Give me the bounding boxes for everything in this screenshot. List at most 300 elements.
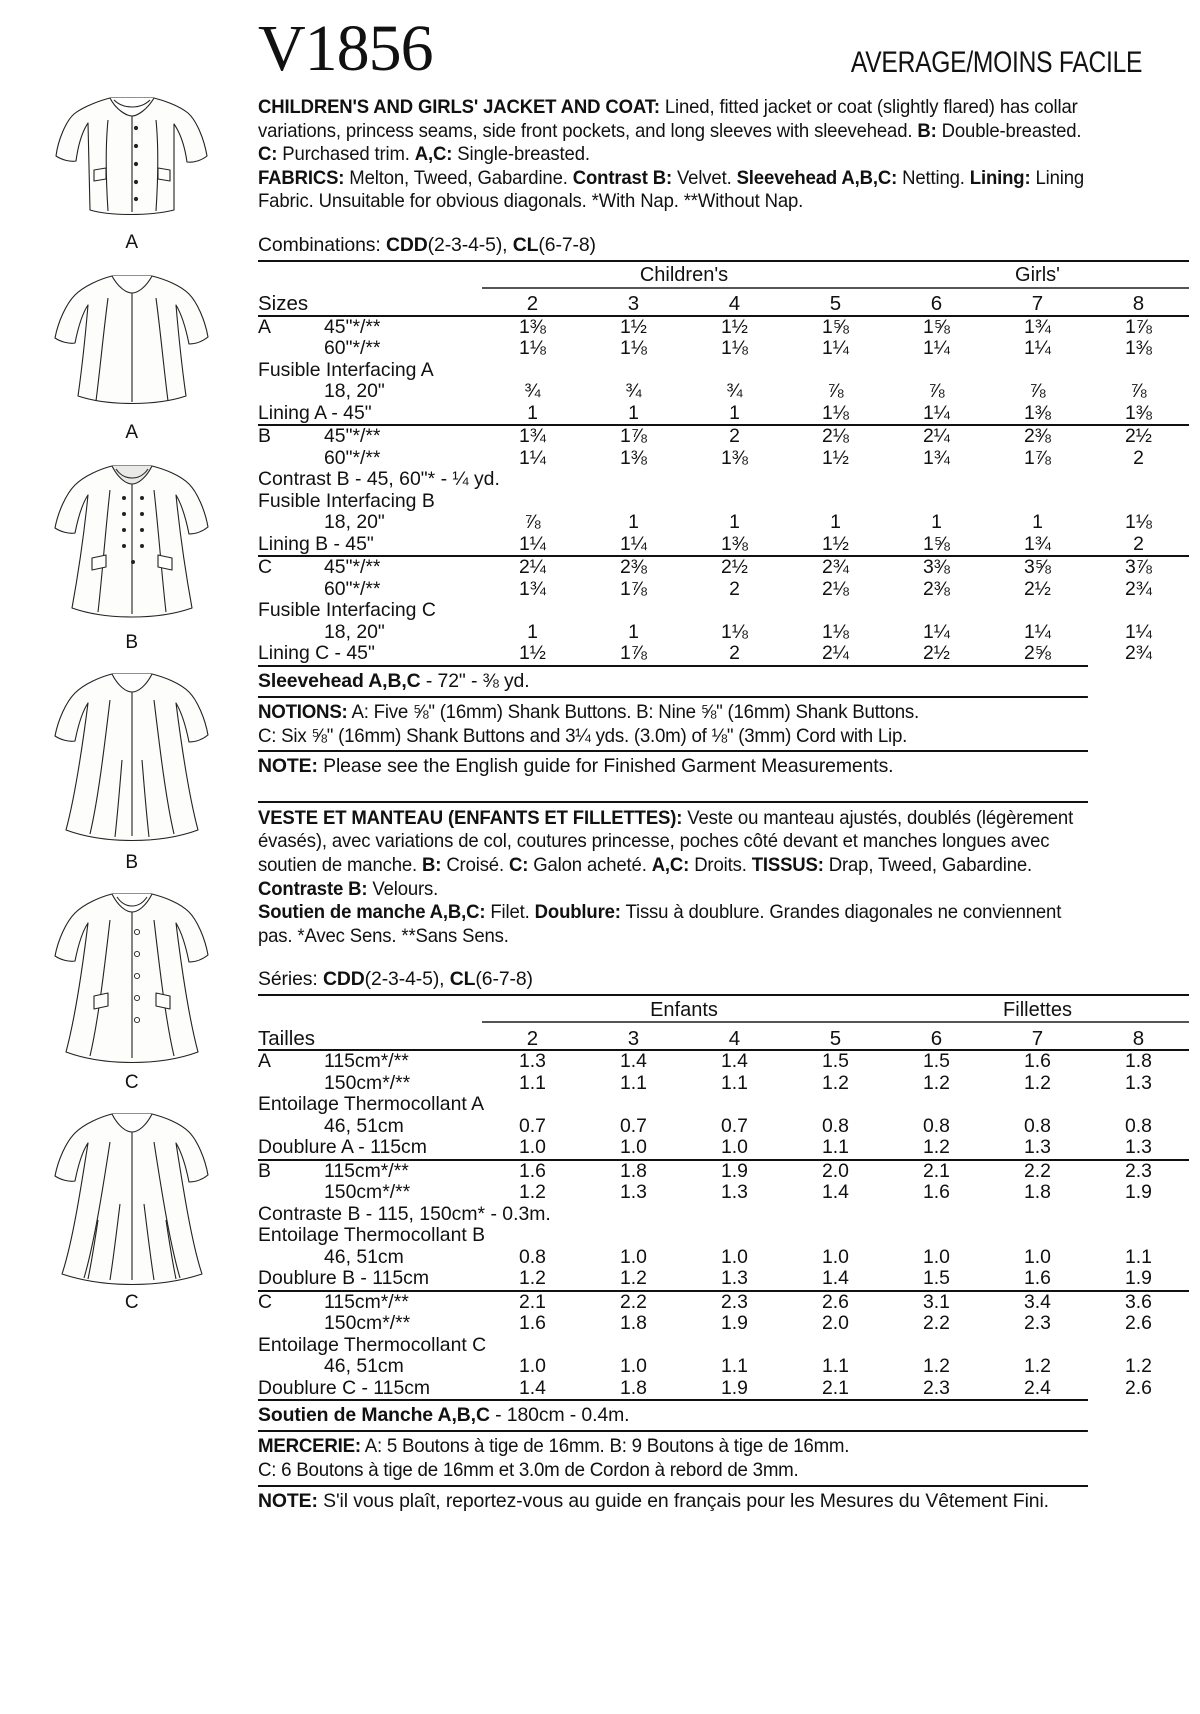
table-row: [258, 1182, 1189, 1204]
table-row: [258, 643, 1189, 665]
coat-flared-trim-line-drawing-icon: [32, 1100, 232, 1290]
cell: 1.2: [923, 1136, 950, 1159]
cell: 1⅜: [1024, 401, 1051, 424]
size-header-3: 3: [627, 292, 640, 316]
cell: 1.4: [721, 1050, 748, 1073]
table-subhead-row: [258, 1204, 1189, 1226]
group-header-enfants: Enfants: [482, 996, 886, 1022]
illustration-view-a-flared: [18, 260, 246, 444]
english-notions-line2: C: Six ⅝" (16mm) Shank Buttons and 3¼ yds. (3.0m) of ⅛" (3mm) Cord with Lip.: [258, 724, 908, 747]
coat-single-breasted-trim-line-drawing-icon: [32, 880, 232, 1070]
cell: 2½: [1125, 425, 1152, 448]
french-combinations-label: Séries:: [258, 968, 323, 991]
jacket-back-line-drawing-icon: [32, 260, 232, 420]
cell: 2: [1133, 446, 1144, 469]
group-header-fillettes: Fillettes: [886, 996, 1189, 1022]
yardage-table-imperial: [258, 260, 1189, 665]
english-sleevehead-band-label: Sleevehead A,B,C: [258, 669, 421, 692]
cell: 1¼: [1024, 337, 1051, 360]
table-group-header-row: [258, 262, 1189, 288]
table-group-header-row: [258, 996, 1189, 1022]
cell: 1.2: [620, 1267, 647, 1290]
french-view-b-text: Croisé.: [441, 853, 509, 876]
cell: 2.1: [923, 1159, 950, 1182]
cell: 1⅝: [923, 532, 950, 555]
illustration-label: C: [124, 1292, 140, 1313]
table-subhead-row: [258, 1094, 1189, 1116]
jacket-line-drawing-icon: [32, 80, 232, 230]
french-view-c-text: Galon acheté.: [528, 853, 652, 876]
subhead-fusible-interfacing-a: Fusible Interfacing A: [258, 358, 434, 381]
table-row: [258, 512, 1189, 534]
view-letter-c: C: [258, 556, 273, 579]
table-row: [258, 1268, 1189, 1291]
cell: 1⅛: [519, 337, 546, 360]
cell: 2: [729, 642, 740, 665]
cell: 1⅛: [1125, 511, 1152, 534]
table-row: [258, 1356, 1189, 1378]
illustration-label: B: [125, 852, 139, 873]
cell: 1⅜: [721, 532, 748, 555]
table-row: [258, 1378, 1189, 1400]
french-description-title: VESTE ET MANTEAU (ENFANTS ET FILLETTES):: [258, 806, 683, 829]
table-row: [258, 534, 1189, 557]
cell: 1.5: [822, 1050, 849, 1073]
french-sleevehead-text: Filet.: [485, 901, 535, 924]
view-letter-c: C: [258, 1290, 273, 1313]
cell: 1⅛: [721, 337, 748, 360]
size-header-4: 4: [728, 292, 741, 316]
cell: 0.8: [1125, 1114, 1152, 1137]
subhead-contraste-b: Contraste B - 115, 150cm* - 0.3m.: [258, 1202, 551, 1225]
english-description: [258, 96, 1088, 214]
cell: 2⅜: [923, 577, 950, 600]
french-sleevehead-band-value: - 180cm - 0.4m.: [489, 1404, 630, 1427]
illustration-view-b-coat: [18, 450, 246, 654]
french-description: [258, 807, 1088, 949]
row-label-doublure-b: Doublure B - 115cm: [258, 1267, 430, 1290]
cell: 2.6: [1125, 1312, 1152, 1335]
cell: 2½: [721, 556, 748, 579]
cell: 1.9: [721, 1312, 748, 1335]
illustration-column: [18, 80, 246, 1320]
english-notions-line1: A: Five ⅝" (16mm) Shank Buttons. B: Nine ⅝" (16mm) Shank Buttons.: [347, 700, 919, 723]
tailles-label: Tailles: [258, 1026, 315, 1050]
english-lining-text: Lining Fabric. Unsuitable for obvious diagonals. *With Nap. **Without Nap.: [258, 166, 1085, 213]
illustration-view-a-jacket: [18, 80, 246, 254]
english-note-text: Please see the English guide for Finished Garment Measurements.: [317, 755, 894, 778]
cell: 1.3: [620, 1181, 647, 1204]
row-label: 115cm*/**: [324, 1050, 409, 1073]
cell: 1⅜: [721, 446, 748, 469]
row-label: 46, 51cm: [324, 1355, 404, 1378]
cell: 2: [729, 425, 740, 448]
cell: 1.0: [620, 1136, 647, 1159]
cell: 1½: [721, 315, 748, 338]
french-view-c-label: C:: [508, 853, 529, 876]
english-view-ac-label: A,C:: [414, 143, 453, 166]
french-view-b-label: B:: [422, 853, 442, 876]
cell: 1.0: [519, 1355, 546, 1378]
row-label: 45"*/**: [324, 556, 381, 579]
table-row: [258, 1137, 1189, 1160]
cell: 1⅞: [1024, 446, 1051, 469]
table-subhead-row: [258, 1225, 1189, 1247]
cell: ¾: [726, 380, 743, 403]
cell: 2¼: [923, 425, 950, 448]
cell: 1¼: [620, 532, 647, 555]
subhead-entoilage-a: Entoilage Thermocollant A: [258, 1093, 485, 1116]
cell: 1.9: [1125, 1267, 1152, 1290]
row-label: 60"*/**: [324, 446, 381, 469]
view-letter-a: A: [258, 315, 271, 338]
cell: 1.2: [923, 1071, 950, 1094]
row-label: 46, 51cm: [324, 1114, 404, 1137]
cell: 1⅛: [721, 620, 748, 643]
row-label: 18, 20": [324, 620, 385, 643]
cell: 2¾: [822, 556, 849, 579]
cell: 2.0: [822, 1312, 849, 1335]
french-note-text: S'il vous plaît, reportez-vous au guide en français pour les Mesures du Vêtement Fini.: [317, 1489, 1049, 1512]
cell: 1⅞: [620, 577, 647, 600]
cell: 1.3: [721, 1267, 748, 1290]
french-view-ac-text: Droits.: [689, 853, 752, 876]
cell: 1¼: [519, 532, 546, 555]
english-combo-2-sizes: (6-7-8): [538, 233, 596, 256]
french-lining-text: Tissu à doublure. Grandes diagonales ne conviennent pas. *Avec Sens. **Sans Sens.: [258, 901, 1062, 947]
english-notions-label: NOTIONS:: [258, 700, 348, 723]
illustration-view-b-flared: [18, 660, 246, 874]
row-label: 115cm*/**: [324, 1159, 409, 1182]
cell: 2.6: [822, 1290, 849, 1313]
cell: 2.2: [1024, 1159, 1051, 1182]
english-fabrics-label: FABRICS:: [258, 166, 345, 189]
row-label: 60"*/**: [324, 577, 381, 600]
french-fabrics-label: TISSUS:: [751, 853, 824, 876]
table-row: [258, 317, 1189, 339]
cell: 1½: [822, 532, 849, 555]
subhead-fusible-interfacing-c: Fusible Interfacing C: [258, 599, 436, 622]
row-label-lining-c: Lining C - 45": [258, 642, 375, 665]
cell: 1.6: [1024, 1050, 1051, 1073]
cell: 2.1: [519, 1290, 546, 1313]
english-combinations: [258, 234, 1088, 257]
cell: ⅞: [1029, 380, 1046, 403]
french-combo-2-sizes: (6-7-8): [475, 968, 533, 991]
size-header-5: 5: [829, 292, 842, 316]
illustration-view-c-coat: [18, 880, 246, 1094]
subhead-entoilage-c: Entoilage Thermocollant C: [258, 1333, 487, 1356]
table-row: [258, 1292, 1189, 1314]
cell: 1.4: [822, 1267, 849, 1290]
cell: 2⅝: [1024, 642, 1051, 665]
english-contrast-label: Contrast B:: [572, 166, 672, 189]
yardage-table-metric: [258, 994, 1189, 1399]
table-subhead-row: [258, 600, 1189, 622]
coat-flared-line-drawing-icon: [32, 660, 232, 850]
cell: 2.3: [923, 1376, 950, 1399]
cell: 1.3: [1125, 1071, 1152, 1094]
cell: 1: [729, 511, 740, 534]
cell: 1½: [822, 446, 849, 469]
french-combo-2-code: CL: [449, 968, 476, 991]
cell: 1: [628, 511, 639, 534]
cell: 1⅜: [1125, 401, 1152, 424]
english-sleevehead-band-value: - 72" - ⅜ yd.: [420, 669, 530, 692]
cell: 1: [931, 511, 942, 534]
cell: 1: [830, 511, 841, 534]
cell: 1.8: [1125, 1050, 1152, 1073]
cell: 2¾: [1125, 642, 1152, 665]
cell: 1.1: [620, 1071, 647, 1094]
cell: 1.2: [923, 1355, 950, 1378]
cell: 1.2: [1024, 1355, 1051, 1378]
cell: 3.6: [1125, 1290, 1152, 1313]
english-combo-2-code: CL: [512, 233, 539, 256]
cell: 2: [1133, 532, 1144, 555]
english-view-c-text: Purchased trim.: [277, 143, 415, 166]
cell: ⅞: [1130, 380, 1147, 403]
cell: 1.2: [1024, 1071, 1051, 1094]
cell: 1.1: [1125, 1245, 1152, 1268]
cell: 1.0: [620, 1355, 647, 1378]
french-lining-label: Doublure:: [534, 901, 621, 924]
subhead-contrast-b: Contrast B - 45, 60"* - ¼ yd.: [258, 468, 500, 491]
english-lining-label: Lining:: [969, 166, 1031, 189]
french-note-label: NOTE:: [258, 1489, 318, 1512]
cell: 1.8: [620, 1312, 647, 1335]
cell: 3⅝: [1024, 556, 1051, 579]
english-combo-1-code: CDD: [385, 233, 428, 256]
english-combinations-label: Combinations:: [258, 233, 386, 256]
cell: 1.2: [519, 1181, 546, 1204]
cell: 0.8: [519, 1245, 546, 1268]
cell: 1.4: [620, 1050, 647, 1073]
cell: 1: [527, 401, 538, 424]
cell: 2: [729, 577, 740, 600]
cell: 1.1: [721, 1071, 748, 1094]
cell: 2¼: [822, 642, 849, 665]
cell: 1.4: [822, 1181, 849, 1204]
cell: 0.7: [519, 1114, 546, 1137]
cell: 1⅝: [822, 315, 849, 338]
cell: 1⅜: [1125, 337, 1152, 360]
cell: 2.2: [620, 1290, 647, 1313]
cell: ⅞: [928, 380, 945, 403]
table-row: [258, 557, 1189, 579]
cell: 1.2: [1125, 1355, 1152, 1378]
cell: ¾: [625, 380, 642, 403]
cell: 1¾: [1024, 315, 1051, 338]
size-header-2: 2: [526, 292, 539, 316]
english-view-c-label: C:: [258, 143, 278, 166]
size-header-8: 8: [1132, 1026, 1145, 1050]
size-header-4: 4: [728, 1026, 741, 1050]
cell: 3.1: [923, 1290, 950, 1313]
cell: 1: [729, 401, 740, 424]
french-combinations: [258, 968, 1088, 991]
table-row: [258, 426, 1189, 448]
size-header-8: 8: [1132, 292, 1145, 316]
size-header-3: 3: [627, 1026, 640, 1050]
cell: 0.8: [822, 1114, 849, 1137]
cell: 2.3: [1024, 1312, 1051, 1335]
main-content: [258, 96, 1152, 1513]
cell: 1⅞: [620, 425, 647, 448]
table-subhead-row: [258, 360, 1189, 382]
cell: 2¼: [519, 556, 546, 579]
illustration-label: A: [125, 422, 139, 443]
cell: 1¼: [923, 401, 950, 424]
cell: 0.8: [1024, 1114, 1051, 1137]
group-header-girls: Girls': [886, 262, 1189, 288]
size-header-7: 7: [1031, 1026, 1044, 1050]
french-combo-1-sizes: (2-3-4-5),: [364, 968, 450, 991]
cell: 1.8: [1024, 1181, 1051, 1204]
cell: 2⅜: [1024, 425, 1051, 448]
table-row: [258, 403, 1189, 426]
cell: 3⅜: [923, 556, 950, 579]
cell: 1.0: [923, 1245, 950, 1268]
english-description-body: Lined, fitted jacket or coat (slightly flared) has collar variations, princess seams, side front pockets, and long sleeves with sleevehead.: [258, 96, 1078, 142]
row-label-lining-a: Lining A - 45": [258, 401, 372, 424]
row-label: 45"*/**: [324, 425, 381, 448]
french-fabrics-text: Drap, Tweed, Gabardine.: [823, 853, 1033, 876]
cell: 0.7: [721, 1114, 748, 1137]
row-label: 18, 20": [324, 380, 385, 403]
french-notions-line2: C: 6 Boutons à tige de 16mm et 3.0m de Cordon à rebord de 3mm.: [258, 1458, 799, 1481]
row-label: 150cm*/**: [324, 1071, 411, 1094]
english-description-title: CHILDREN'S AND GIRLS' JACKET AND COAT:: [258, 96, 660, 118]
english-view-ac-text: Single-breasted.: [452, 143, 590, 166]
cell: 0.8: [923, 1114, 950, 1137]
size-header-6: 6: [930, 1026, 943, 1050]
cell: 1¼: [519, 446, 546, 469]
cell: 1.3: [721, 1181, 748, 1204]
cell: 1: [628, 620, 639, 643]
cell: 1.2: [519, 1267, 546, 1290]
cell: 1.6: [923, 1181, 950, 1204]
coat-double-breasted-line-drawing-icon: [32, 450, 232, 630]
table-sizes-row: [258, 288, 1189, 316]
cell: 3⅞: [1125, 556, 1152, 579]
row-label: 45"*/**: [324, 315, 381, 338]
cell: 1⅜: [620, 446, 647, 469]
english-sleevehead-text: Netting.: [897, 166, 970, 189]
french-notions-label: MERCERIE:: [258, 1435, 361, 1458]
cell: 1¼: [923, 620, 950, 643]
row-label: 115cm*/**: [324, 1290, 409, 1313]
row-label-doublure-a: Doublure A - 115cm: [258, 1136, 427, 1159]
table-row: [258, 338, 1189, 360]
cell: 1.5: [923, 1267, 950, 1290]
cell: 1.0: [721, 1245, 748, 1268]
english-notions: [258, 696, 1088, 748]
cell: 1.4: [519, 1376, 546, 1399]
english-combo-1-sizes: (2-3-4-5),: [427, 233, 513, 256]
row-label: 46, 51cm: [324, 1245, 404, 1268]
table-subhead-row: [258, 469, 1189, 491]
french-section: [258, 801, 1152, 1513]
illustration-label: B: [125, 632, 139, 653]
cell: 1: [527, 620, 538, 643]
cell: 2.6: [1125, 1376, 1152, 1399]
cell: ⅞: [524, 511, 541, 534]
cell: 1¾: [1024, 532, 1051, 555]
cell: 1.3: [519, 1050, 546, 1073]
cell: 0.7: [620, 1114, 647, 1137]
cell: 1¾: [519, 577, 546, 600]
row-label: 150cm*/**: [324, 1312, 411, 1335]
illustration-label: C: [124, 1072, 140, 1093]
french-sleevehead-label: Soutien de manche A,B,C:: [258, 901, 486, 924]
cell: 1.0: [519, 1136, 546, 1159]
cell: 1⅞: [620, 642, 647, 665]
table-row: [258, 1161, 1189, 1183]
cell: 1⅛: [822, 620, 849, 643]
cell: 1⅛: [620, 337, 647, 360]
cell: 1.2: [822, 1071, 849, 1094]
cell: 1.0: [1024, 1245, 1051, 1268]
french-description-body: Veste ou manteau ajustés, doublés (légèrement évasés), avec variations de col, coutures princesse, poches côté devant et manches longues avec soutien de manche.: [258, 806, 1074, 876]
row-label-lining-b: Lining B - 45": [258, 532, 374, 555]
cell: 2.3: [721, 1290, 748, 1313]
cell: 1⅛: [822, 401, 849, 424]
english-note: [258, 750, 1088, 779]
cell: 1½: [519, 642, 546, 665]
cell: 1.9: [1125, 1181, 1152, 1204]
cell: 1: [628, 401, 639, 424]
cell: 1.1: [721, 1355, 748, 1378]
table-row: [258, 1247, 1189, 1269]
english-fabrics-text: Melton, Tweed, Gabardine.: [344, 166, 573, 189]
table-row: [258, 622, 1189, 644]
cell: 1⅞: [1125, 315, 1152, 338]
english-sleevehead-band: [258, 665, 1088, 696]
table-sizes-row: [258, 1022, 1189, 1050]
cell: 1.0: [721, 1136, 748, 1159]
english-view-b-label: B:: [917, 119, 937, 142]
sizes-label: Sizes: [258, 292, 309, 316]
cell: 1½: [620, 315, 647, 338]
english-note-label: NOTE:: [258, 755, 318, 778]
english-contrast-text: Velvet.: [671, 166, 737, 189]
cell: 1.3: [1024, 1136, 1051, 1159]
row-label-doublure-c: Doublure C - 115cm: [258, 1376, 431, 1399]
english-sleevehead-label: Sleevehead A,B,C:: [736, 166, 898, 189]
cell: 1¼: [822, 337, 849, 360]
cell: 1⅜: [519, 315, 546, 338]
cell: 1.9: [721, 1159, 748, 1182]
cell: 1.8: [620, 1376, 647, 1399]
cell: 2.0: [822, 1159, 849, 1182]
cell: 2⅜: [620, 556, 647, 579]
french-note: [258, 1485, 1088, 1514]
table-row: [258, 1073, 1189, 1095]
cell: 1.6: [1024, 1267, 1051, 1290]
cell: 1.1: [519, 1071, 546, 1094]
cell: 1.6: [519, 1159, 546, 1182]
illustration-label: A: [125, 232, 139, 253]
cell: 1¼: [1024, 620, 1051, 643]
cell: 1: [1032, 511, 1043, 534]
table-row: [258, 1116, 1189, 1138]
table-row: [258, 1313, 1189, 1335]
cell: 1.8: [620, 1159, 647, 1182]
cell: 1¼: [1125, 620, 1152, 643]
group-header-childrens: Children's: [482, 262, 886, 288]
difficulty-level: AVERAGE/MOINS FACILE: [850, 46, 1142, 79]
